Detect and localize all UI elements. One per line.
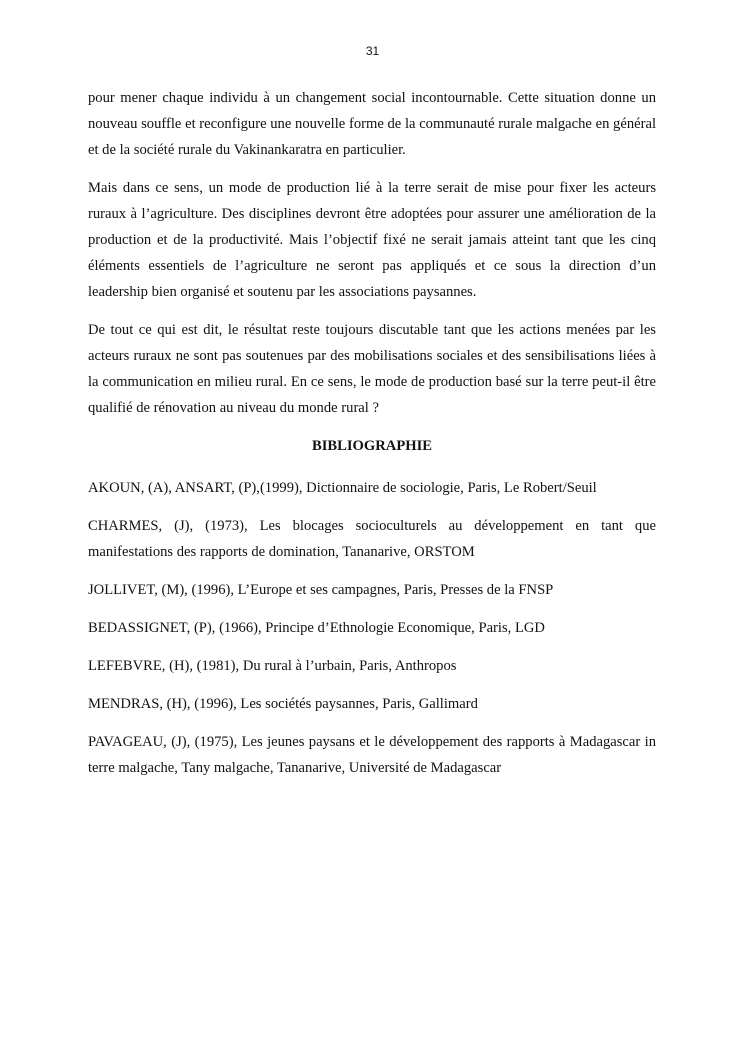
bibliography-entry: JOLLIVET, (M), (1996), L’Europe et ses campagnes, Paris, Presses de la FNSP [88, 582, 554, 598]
page-number: 31 [365, 44, 380, 58]
body-paragraph-2: Mais dans ce sens, un mode de production lié à la terre serait de mise pour fixer les acteurs ruraux à l’agriculture. Des disciplines devront être adoptées pour assurer une amélioration de la production et de la productivité. Mais l’objectif fixé ne serait jamais atteint tant que les cinq éléments essentiels de l’agriculture ne seront pas appliqués et ce sous la direction d’un leadership bien organisé et soutenu par les associations paysannes. [88, 180, 656, 300]
bibliography-entry: MENDRAS, (H), (1996), Les sociétés paysannes, Paris, Gallimard [88, 696, 478, 712]
page-body [88, 85, 656, 793]
bibliography-entry: LEFEBVRE, (H), (1981), Du rural à l’urbain, Paris, Anthropos [88, 658, 457, 674]
bibliography-entry: AKOUN, (A), ANSART, (P),(1999), Dictionnaire de sociologie, Paris, Le Robert/Seuil [88, 480, 597, 496]
body-paragraph-3: De tout ce qui est dit, le résultat reste toujours discutable tant que les actions menées par les acteurs ruraux ne sont pas soutenues par des mobilisations sociales et des sensibilisations liées à la communication en milieu rural. En ce sens, le mode de production basé sur la terre peut-il être qualifié de rénovation au niveau du monde rural ? [88, 322, 656, 416]
bibliography-heading: BIBLIOGRAPHIE [311, 438, 433, 454]
body-paragraph-1: pour mener chaque individu à un changement social incontournable. Cette situation donne un nouveau souffle et reconfigure une nouvelle forme de la communauté rurale malgache en général et de la société rurale du Vakinankaratra en particulier. [88, 90, 656, 158]
bibliography-entry: PAVAGEAU, (J), (1975), Les jeunes paysans et le développement des rapports à Madagascar in terre malgache, Tany malgache, Tananarive, Université de Madagascar [88, 734, 656, 776]
bibliography-entry: BEDASSIGNET, (P), (1966), Principe d’Ethnologie Economique, Paris, LGD [88, 620, 545, 636]
bibliography-entry: CHARMES, (J), (1973), Les blocages socioculturels au développement en tant que manifestations des rapports de domination, Tananarive, ORSTOM [88, 518, 656, 560]
